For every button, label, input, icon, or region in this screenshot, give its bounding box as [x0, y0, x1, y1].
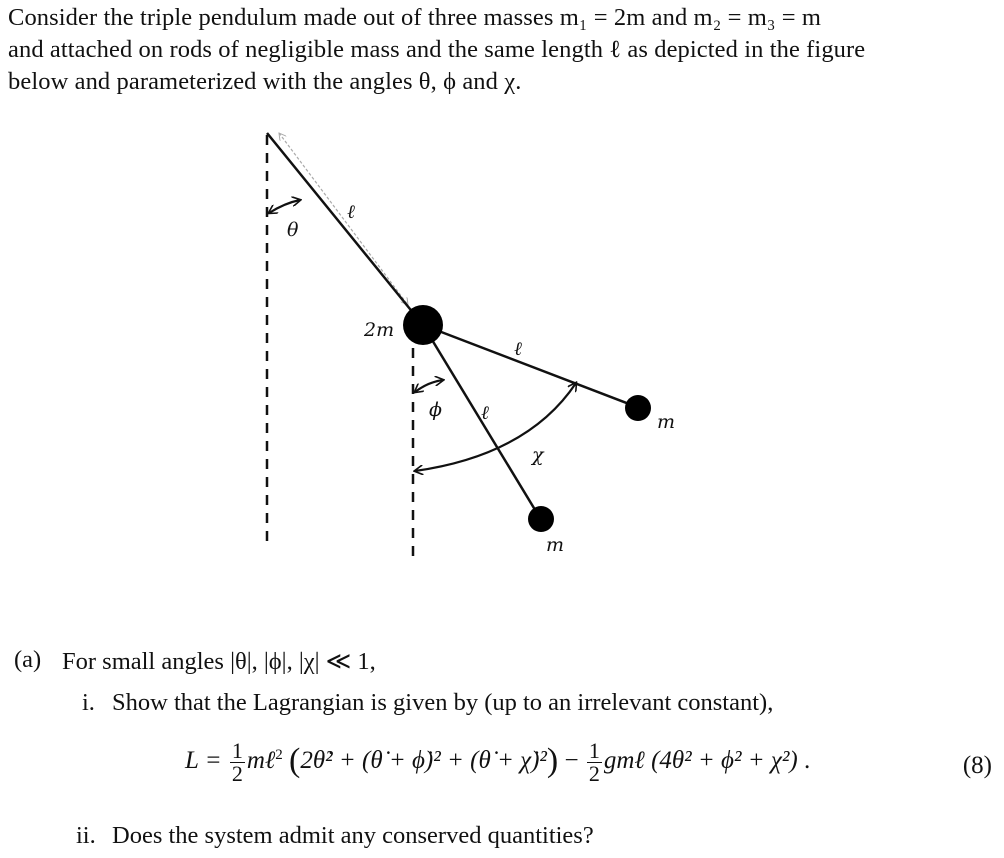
eq-half-2-den: 2: [588, 761, 600, 786]
theta-arc: [269, 200, 300, 213]
mass-bottom: [528, 506, 554, 532]
part-a-text: For small angles |θ|, |ϕ|, |χ| ≪ 1,: [62, 648, 376, 675]
chi-label: χ: [532, 444, 544, 466]
eq-minus: −: [564, 747, 579, 775]
ell-lower-label: ℓ: [481, 402, 489, 424]
mass-2m: [403, 305, 443, 345]
mass-right-label: m: [657, 411, 676, 433]
mass-bottom-label: m: [546, 534, 565, 556]
eq-kinetic-prefix: mℓ: [246, 747, 276, 775]
chi-arc: [415, 383, 576, 471]
eq-kinetic-terms: 2θ̇² + (θ̇ + ϕ̇)² + (θ̇ + χ̇)²: [300, 747, 547, 775]
eq-half-1: [230, 740, 245, 785]
eq-lhs: L =: [185, 747, 222, 775]
ell-right-label: ℓ: [514, 338, 522, 360]
item-i-text: Show that the Lagrangian is given by (up to an irrelevant constant),: [112, 689, 774, 716]
problem-line-1: Consider the triple pendulum made out of three masses m₁ = 2m and m₂ = m₃ = m: [8, 4, 822, 31]
eq-potential-prefix: gmℓ: [603, 747, 645, 775]
problem-line-3: below and parameterized with the angles θ, ϕ and χ.: [8, 68, 522, 95]
eq-half-1-num: 1: [231, 738, 243, 763]
eq-half-1-den: 2: [231, 761, 243, 786]
mass-right: [625, 395, 651, 421]
eq-half-2-num: 1: [588, 738, 600, 763]
eq-period: .: [803, 747, 811, 775]
eq-potential-terms: (4θ² + ϕ² + χ²): [651, 747, 798, 775]
mass-2m-label: 2m: [364, 319, 395, 341]
theta-label: θ: [287, 219, 299, 241]
eq-number: (8): [962, 752, 992, 779]
ell-upper-label: ℓ: [347, 201, 355, 223]
item-ii-label: ii.: [76, 822, 96, 849]
phi-arc: [415, 380, 443, 392]
problem-line-2: and attached on rods of negligible mass and the same length ℓ as depicted in the figure: [8, 36, 866, 63]
part-a-label: (a): [14, 646, 42, 673]
phi-label: ϕ: [429, 399, 442, 421]
item-i-label: i.: [82, 689, 95, 716]
eq-half-2: [587, 740, 602, 785]
rod-right: [423, 325, 637, 407]
item-ii-text: Does the system admit any conserved quantities?: [112, 822, 594, 849]
lagrangian-equation: L = $\frac{1}{2}$ mℓ$^2$ (2θ̇² + (θ̇ + ϕ̇)² + (θ̇ + χ̇)²) − $\frac{1}{2}$ gmℓ (4θ² + ϕ² + χ²) . (8): [185, 738, 992, 786]
